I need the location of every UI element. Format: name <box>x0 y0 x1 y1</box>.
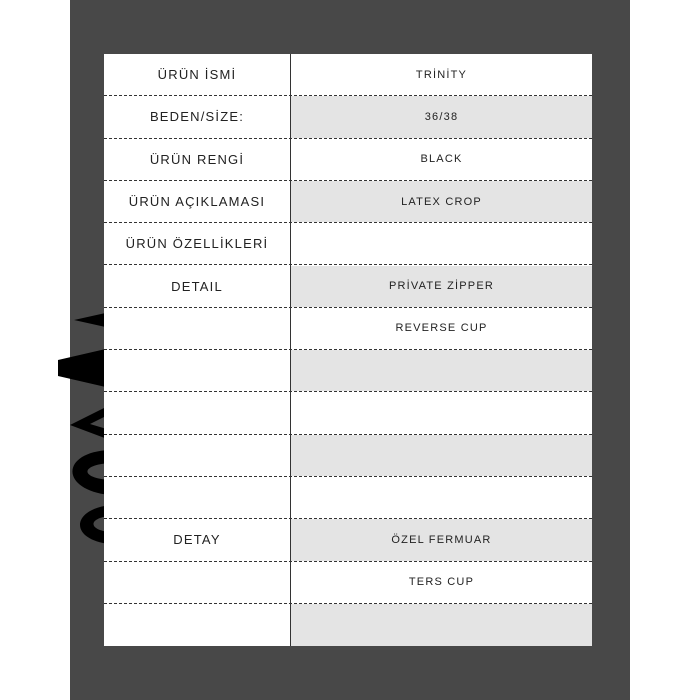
spec-label: DETAIL <box>104 266 290 307</box>
spec-row <box>104 54 592 96</box>
spec-label: ÜRÜN ÖZELLİKLERİ <box>104 223 290 264</box>
spec-label <box>104 562 290 603</box>
spec-value: LATEX CROP <box>291 181 592 222</box>
spec-value <box>291 604 592 646</box>
spec-row <box>104 350 592 392</box>
spec-value <box>291 350 592 391</box>
spec-value: ÖZEL FERMUAR <box>291 519 592 560</box>
spec-label <box>104 477 290 518</box>
spec-row <box>104 223 592 265</box>
spec-value <box>291 435 592 476</box>
spec-value <box>291 477 592 518</box>
spec-value: REVERSE CUP <box>291 308 592 349</box>
product-spec-table <box>104 54 592 646</box>
spec-row <box>104 266 592 308</box>
spec-row <box>104 604 592 646</box>
spec-label <box>104 435 290 476</box>
spec-label: DETAY <box>104 519 290 560</box>
spec-value <box>291 223 592 264</box>
spec-value: PRİVATE ZİPPER <box>291 266 592 307</box>
spec-row <box>104 392 592 434</box>
spec-label: ÜRÜN RENGİ <box>104 139 290 180</box>
spec-row <box>104 477 592 519</box>
brand-logo-icon <box>40 300 110 550</box>
spec-row <box>104 308 592 350</box>
spec-label <box>104 392 290 433</box>
spec-label <box>104 350 290 391</box>
spec-row <box>104 562 592 604</box>
spec-value: TRİNİTY <box>291 54 592 95</box>
spec-value: BLACK <box>291 139 592 180</box>
spec-label: ÜRÜN AÇIKLAMASI <box>104 181 290 222</box>
spec-label <box>104 604 290 646</box>
spec-label: ÜRÜN İSMİ <box>104 54 290 95</box>
spec-row <box>104 96 592 138</box>
spec-row <box>104 519 592 561</box>
spec-row <box>104 181 592 223</box>
spec-value: TERS CUP <box>291 562 592 603</box>
spec-value <box>291 392 592 433</box>
spec-label <box>104 308 290 349</box>
column-divider <box>290 54 291 646</box>
spec-label: BEDEN/SİZE: <box>104 96 290 137</box>
spec-row <box>104 139 592 181</box>
spec-value: 36/38 <box>291 96 592 137</box>
spec-row <box>104 435 592 477</box>
